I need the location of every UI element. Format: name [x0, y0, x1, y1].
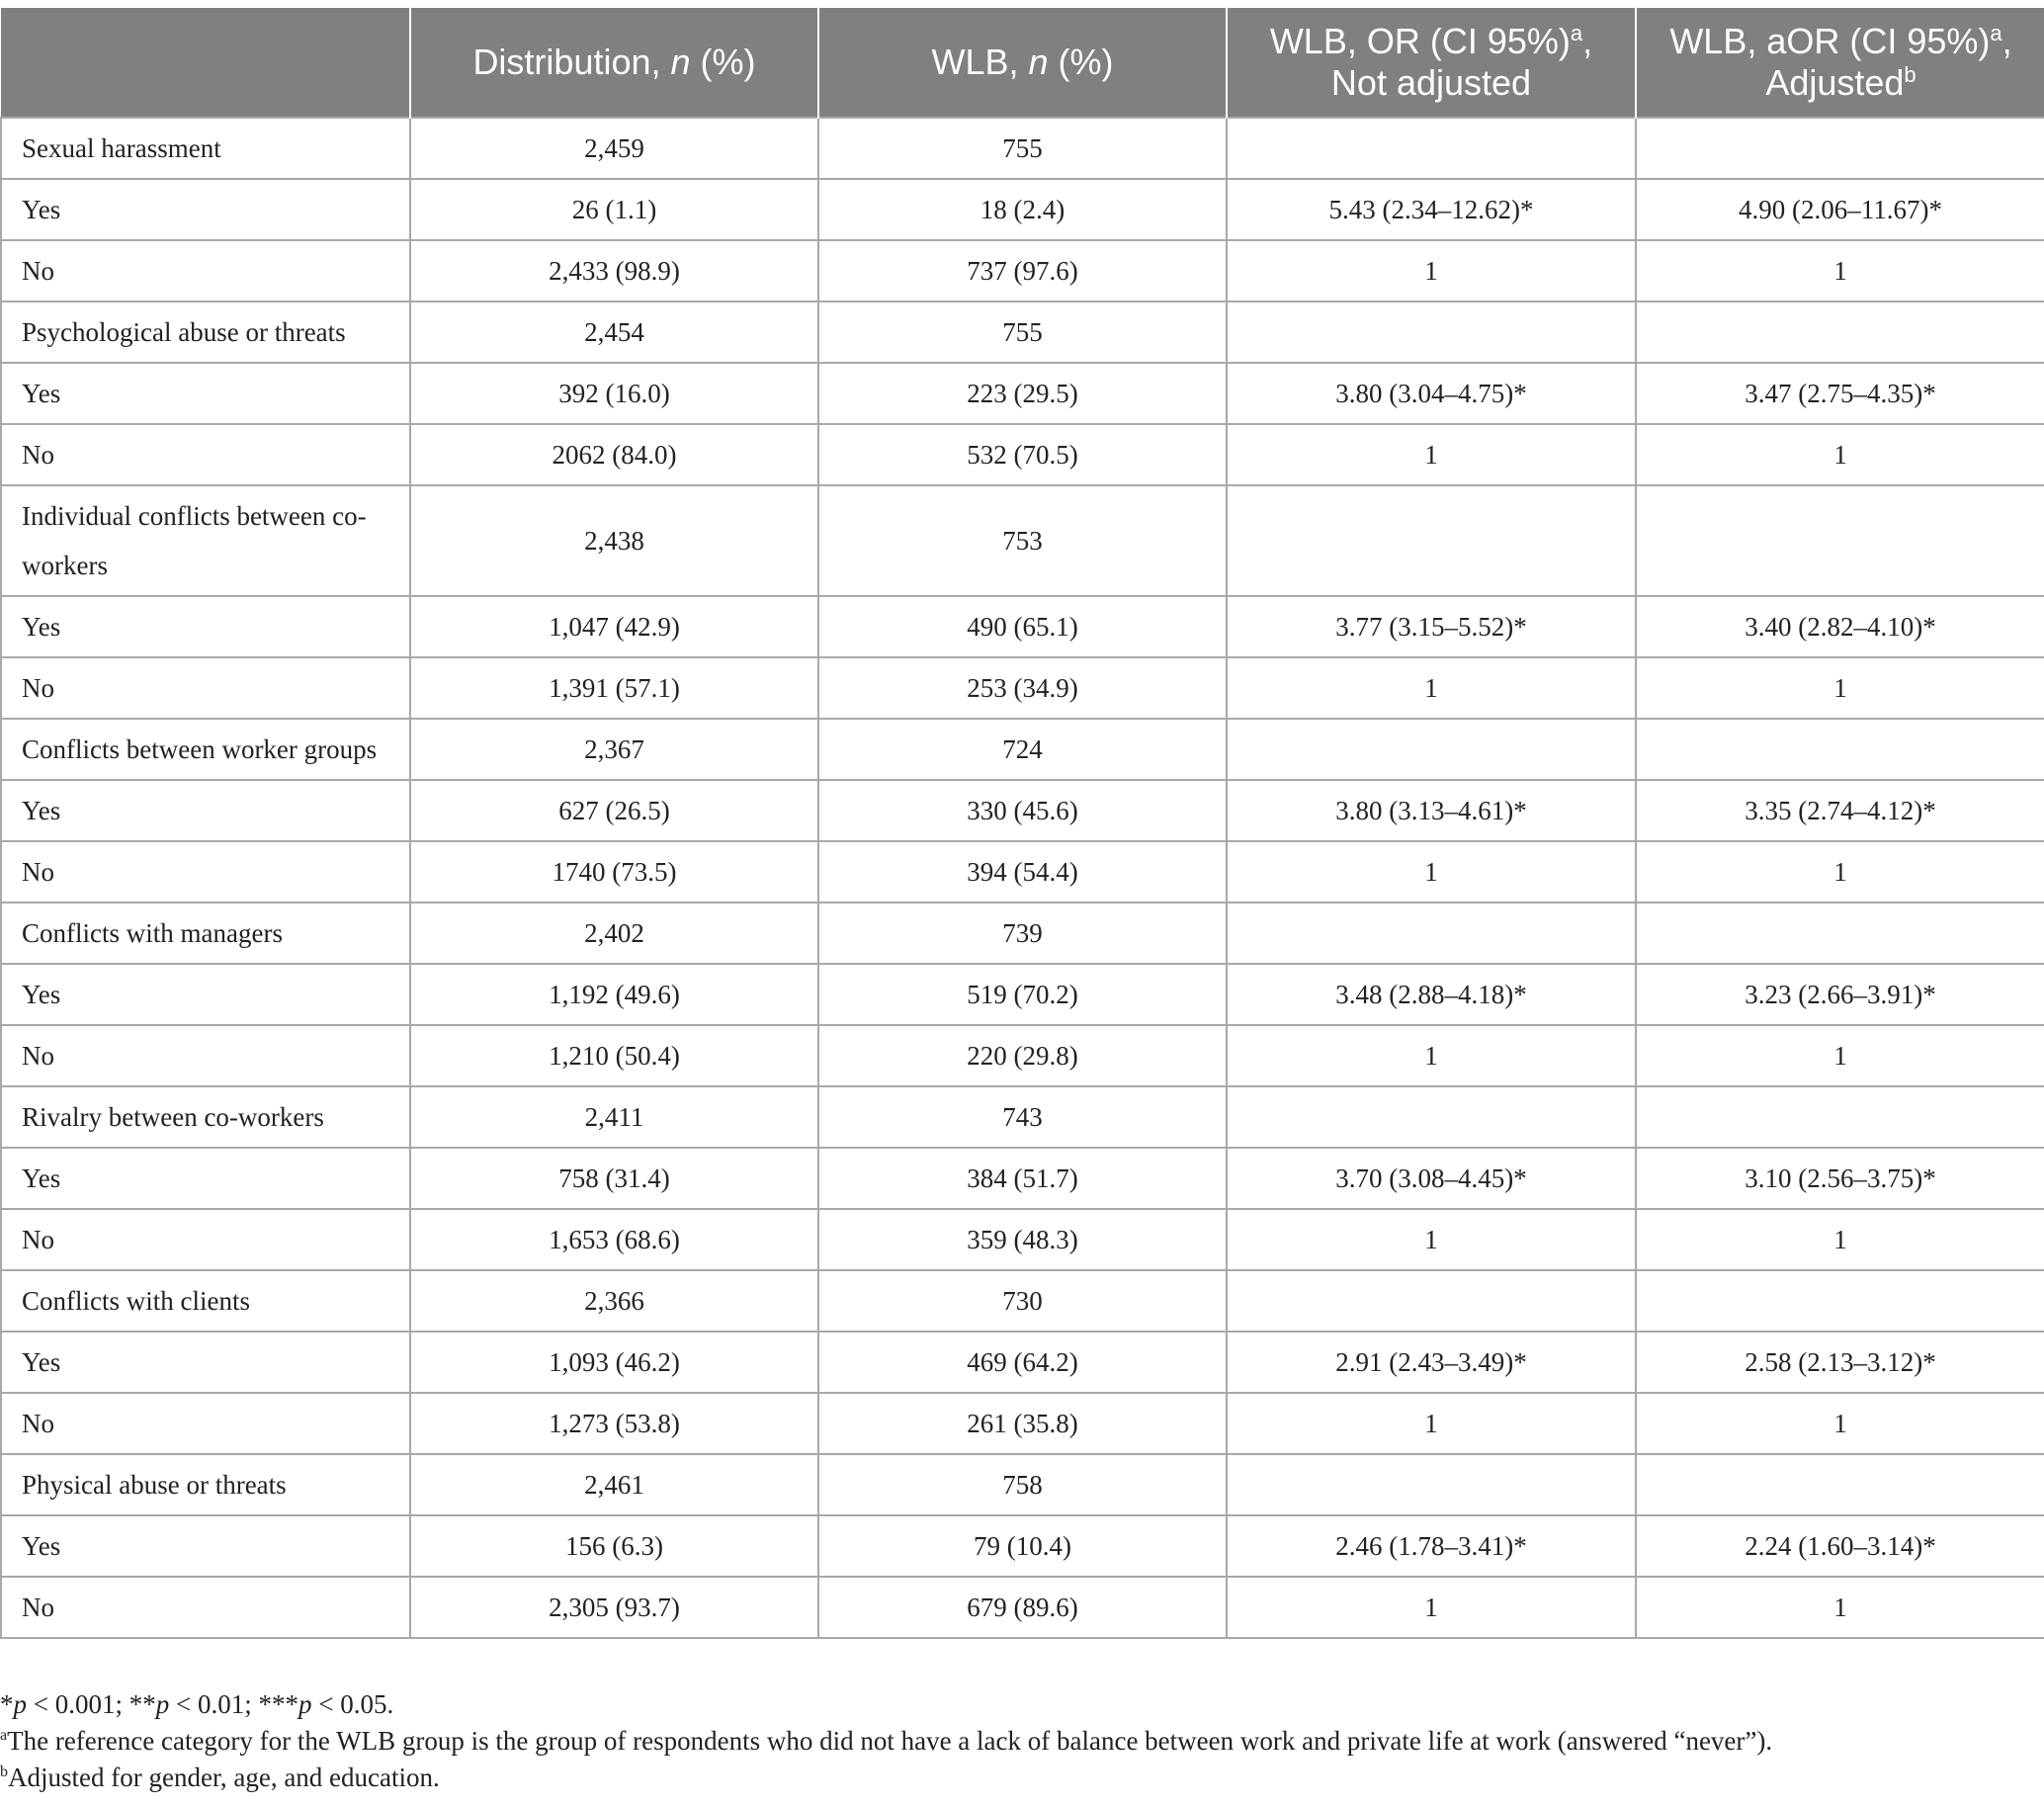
cell-distribution: 1740 (73.5): [410, 841, 818, 903]
cell-distribution: 1,273 (53.8): [410, 1393, 818, 1454]
table-container: [0, 8, 2044, 1639]
table-row: [1, 841, 2044, 903]
cell-wlb: 384 (51.7): [818, 1148, 1227, 1209]
cell-wlb: 253 (34.9): [818, 657, 1227, 719]
header-aor-comma: ,: [2001, 21, 2012, 61]
cell-aor: 4.90 (2.06–11.67)*: [1636, 179, 2044, 240]
cell-variable: Conflicts between worker groups: [1, 719, 410, 780]
cell-variable: Yes: [1, 964, 410, 1025]
header-distribution-text: Distribution, n (%): [472, 42, 756, 82]
cell-or: 3.80 (3.04–4.75)*: [1227, 363, 1636, 424]
cell-aor: 1: [1636, 240, 2044, 301]
table-body: [1, 118, 2044, 1638]
header-cell-or: [1227, 8, 1636, 118]
table-row: [1, 1393, 2044, 1454]
table-row: [1, 1086, 2044, 1148]
cell-variable: Conflicts with clients: [1, 1270, 410, 1332]
cell-distribution: 1,391 (57.1): [410, 657, 818, 719]
cell-wlb: 753: [818, 485, 1227, 596]
table-row: [1, 719, 2044, 780]
cell-variable: Psychological abuse or threats: [1, 301, 410, 363]
cell-aor: 3.40 (2.82–4.10)*: [1636, 596, 2044, 657]
cell-wlb: 394 (54.4): [818, 841, 1227, 903]
table-row: [1, 240, 2044, 301]
cell-variable: Conflicts with managers: [1, 903, 410, 964]
table-row: [1, 596, 2044, 657]
footnote-star: *: [0, 1689, 14, 1719]
header-or-line2: Not adjusted: [1330, 62, 1532, 103]
cell-aor: [1636, 903, 2044, 964]
footnote-t2: < 0.01; ***: [169, 1689, 298, 1719]
footnote-a: [0, 1723, 2044, 1760]
cell-distribution: 2062 (84.0): [410, 424, 818, 485]
table-row: [1, 363, 2044, 424]
cell-variable: No: [1, 1393, 410, 1454]
cell-or: 1: [1227, 424, 1636, 485]
cell-or: [1227, 1270, 1636, 1332]
table-row: [1, 118, 2044, 179]
cell-aor: 1: [1636, 424, 2044, 485]
footnote-t3: < 0.05.: [311, 1689, 394, 1719]
cell-distribution: 2,438: [410, 485, 818, 596]
cell-variable: Yes: [1, 1332, 410, 1393]
header-or-line1: WLB, OR (CI 95%): [1269, 21, 1571, 61]
cell-distribution: 156 (6.3): [410, 1515, 818, 1577]
cell-or: 1: [1227, 1393, 1636, 1454]
header-row: [1, 8, 2044, 118]
cell-wlb: 18 (2.4): [818, 179, 1227, 240]
table-row: [1, 780, 2044, 841]
cell-or: [1227, 1086, 1636, 1148]
cell-wlb: 519 (70.2): [818, 964, 1227, 1025]
table-row: [1, 179, 2044, 240]
table-row: [1, 1025, 2044, 1086]
footnote-a-text: The reference category for the WLB group is the group of respondents who did not have a lack of balance between work and private life at work (answered “never”).: [7, 1726, 1773, 1756]
cell-variable: Yes: [1, 179, 410, 240]
cell-distribution: 2,367: [410, 719, 818, 780]
cell-distribution: 1,653 (68.6): [410, 1209, 818, 1270]
cell-variable: Physical abuse or threats: [1, 1454, 410, 1515]
cell-distribution: 2,366: [410, 1270, 818, 1332]
cell-or: 1: [1227, 1025, 1636, 1086]
cell-aor: 2.24 (1.60–3.14)*: [1636, 1515, 2044, 1577]
cell-wlb: 679 (89.6): [818, 1577, 1227, 1638]
cell-wlb: 758: [818, 1454, 1227, 1515]
cell-wlb: 79 (10.4): [818, 1515, 1227, 1577]
table-row: [1, 301, 2044, 363]
cell-wlb: 737 (97.6): [818, 240, 1227, 301]
cell-wlb: 724: [818, 719, 1227, 780]
cell-aor: [1636, 118, 2044, 179]
cell-or: 3.48 (2.88–4.18)*: [1227, 964, 1636, 1025]
cell-or: 1: [1227, 240, 1636, 301]
cell-aor: 3.23 (2.66–3.91)*: [1636, 964, 2044, 1025]
table-row: [1, 1454, 2044, 1515]
table-row: [1, 1515, 2044, 1577]
cell-wlb: 532 (70.5): [818, 424, 1227, 485]
cell-wlb: 220 (29.8): [818, 1025, 1227, 1086]
table-row: [1, 903, 2044, 964]
header-cell-aor: [1636, 8, 2044, 118]
cell-or: [1227, 1454, 1636, 1515]
cell-or: 3.80 (3.13–4.61)*: [1227, 780, 1636, 841]
cell-variable: No: [1, 1577, 410, 1638]
cell-distribution: 1,093 (46.2): [410, 1332, 818, 1393]
cell-wlb: 223 (29.5): [818, 363, 1227, 424]
cell-or: 3.77 (3.15–5.52)*: [1227, 596, 1636, 657]
cell-aor: 1: [1636, 1209, 2044, 1270]
cell-distribution: 2,459: [410, 118, 818, 179]
table-row: [1, 1332, 2044, 1393]
cell-distribution: 392 (16.0): [410, 363, 818, 424]
cell-variable: No: [1, 1025, 410, 1086]
header-aor-line2: Adjusted: [1765, 62, 1905, 103]
cell-variable: Rivalry between co-workers: [1, 1086, 410, 1148]
cell-or: 2.91 (2.43–3.49)*: [1227, 1332, 1636, 1393]
cell-or: [1227, 485, 1636, 596]
cell-aor: 1: [1636, 1577, 2044, 1638]
cell-or: 1: [1227, 1577, 1636, 1638]
cell-variable: Yes: [1, 1148, 410, 1209]
results-table: [0, 8, 2044, 1639]
cell-variable: No: [1, 841, 410, 903]
cell-variable: Yes: [1, 780, 410, 841]
cell-distribution: 2,433 (98.9): [410, 240, 818, 301]
cell-aor: [1636, 485, 2044, 596]
cell-distribution: 1,210 (50.4): [410, 1025, 818, 1086]
header-cell-variable: [1, 8, 410, 118]
cell-or: [1227, 301, 1636, 363]
table-footnotes: [0, 1686, 2044, 1796]
cell-wlb: 739: [818, 903, 1227, 964]
cell-aor: 1: [1636, 1393, 2044, 1454]
cell-distribution: 2,411: [410, 1086, 818, 1148]
cell-distribution: 1,192 (49.6): [410, 964, 818, 1025]
cell-variable: No: [1, 424, 410, 485]
cell-aor: [1636, 301, 2044, 363]
cell-or: 2.46 (1.78–3.41)*: [1227, 1515, 1636, 1577]
header-aor-sup-b: b: [1904, 62, 1916, 87]
footnote-b-mark: b: [0, 1764, 8, 1780]
cell-or: [1227, 903, 1636, 964]
cell-variable: Individual conflicts between co-workers: [1, 485, 410, 596]
cell-wlb: 469 (64.2): [818, 1332, 1227, 1393]
header-cell-distribution: [410, 8, 818, 118]
cell-wlb: 743: [818, 1086, 1227, 1148]
footnote-significance: [0, 1686, 2044, 1723]
cell-variable: Sexual harassment: [1, 118, 410, 179]
cell-aor: [1636, 719, 2044, 780]
cell-aor: [1636, 1270, 2044, 1332]
table-row: [1, 485, 2044, 596]
cell-or: 1: [1227, 657, 1636, 719]
cell-aor: 3.35 (2.74–4.12)*: [1636, 780, 2044, 841]
cell-wlb: 359 (48.3): [818, 1209, 1227, 1270]
footnote-p1: p: [13, 1689, 27, 1719]
footnote-p3: p: [298, 1689, 312, 1719]
table-row: [1, 424, 2044, 485]
table-row: [1, 1209, 2044, 1270]
header-wlb-text: WLB, n (%): [931, 42, 1114, 82]
cell-wlb: 330 (45.6): [818, 780, 1227, 841]
cell-variable: No: [1, 657, 410, 719]
cell-wlb: 730: [818, 1270, 1227, 1332]
header-or-comma: ,: [1582, 21, 1593, 61]
cell-aor: 1: [1636, 841, 2044, 903]
cell-distribution: 2,461: [410, 1454, 818, 1515]
cell-aor: [1636, 1454, 2044, 1515]
header-aor-line1: WLB, aOR (CI 95%): [1669, 21, 1991, 61]
cell-aor: 1: [1636, 1025, 2044, 1086]
table-row: [1, 1148, 2044, 1209]
cell-wlb: 755: [818, 118, 1227, 179]
cell-distribution: 2,305 (93.7): [410, 1577, 818, 1638]
cell-variable: No: [1, 240, 410, 301]
cell-or: 5.43 (2.34–12.62)*: [1227, 179, 1636, 240]
cell-variable: Yes: [1, 363, 410, 424]
table-row: [1, 964, 2044, 1025]
cell-distribution: 2,454: [410, 301, 818, 363]
cell-variable: Yes: [1, 1515, 410, 1577]
cell-or: [1227, 118, 1636, 179]
table-header: [1, 8, 2044, 118]
footnote-p2: p: [155, 1689, 170, 1719]
cell-variable: No: [1, 1209, 410, 1270]
cell-aor: 3.47 (2.75–4.35)*: [1636, 363, 2044, 424]
footnote-a-mark: a: [0, 1727, 8, 1744]
header-aor-sup-a: a: [1990, 21, 2002, 45]
cell-aor: 1: [1636, 657, 2044, 719]
cell-distribution: 26 (1.1): [410, 179, 818, 240]
cell-aor: [1636, 1086, 2044, 1148]
cell-aor: 3.10 (2.56–3.75)*: [1636, 1148, 2044, 1209]
table-row: [1, 1577, 2044, 1638]
header-cell-wlb: [818, 8, 1227, 118]
header-or-sup-a: a: [1570, 21, 1583, 45]
cell-aor: 2.58 (2.13–3.12)*: [1636, 1332, 2044, 1393]
cell-wlb: 490 (65.1): [818, 596, 1227, 657]
table-row: [1, 657, 2044, 719]
cell-wlb: 755: [818, 301, 1227, 363]
cell-distribution: 1,047 (42.9): [410, 596, 818, 657]
cell-distribution: 2,402: [410, 903, 818, 964]
table-row: [1, 1270, 2044, 1332]
cell-variable: Yes: [1, 596, 410, 657]
cell-or: [1227, 719, 1636, 780]
cell-distribution: 627 (26.5): [410, 780, 818, 841]
footnote-b: [0, 1760, 2044, 1796]
cell-or: 1: [1227, 1209, 1636, 1270]
footnote-t1: < 0.001; **: [27, 1689, 156, 1719]
cell-distribution: 758 (31.4): [410, 1148, 818, 1209]
footnote-b-text: Adjusted for gender, age, and education.: [8, 1763, 440, 1792]
cell-wlb: 261 (35.8): [818, 1393, 1227, 1454]
cell-or: 3.70 (3.08–4.45)*: [1227, 1148, 1636, 1209]
cell-or: 1: [1227, 841, 1636, 903]
